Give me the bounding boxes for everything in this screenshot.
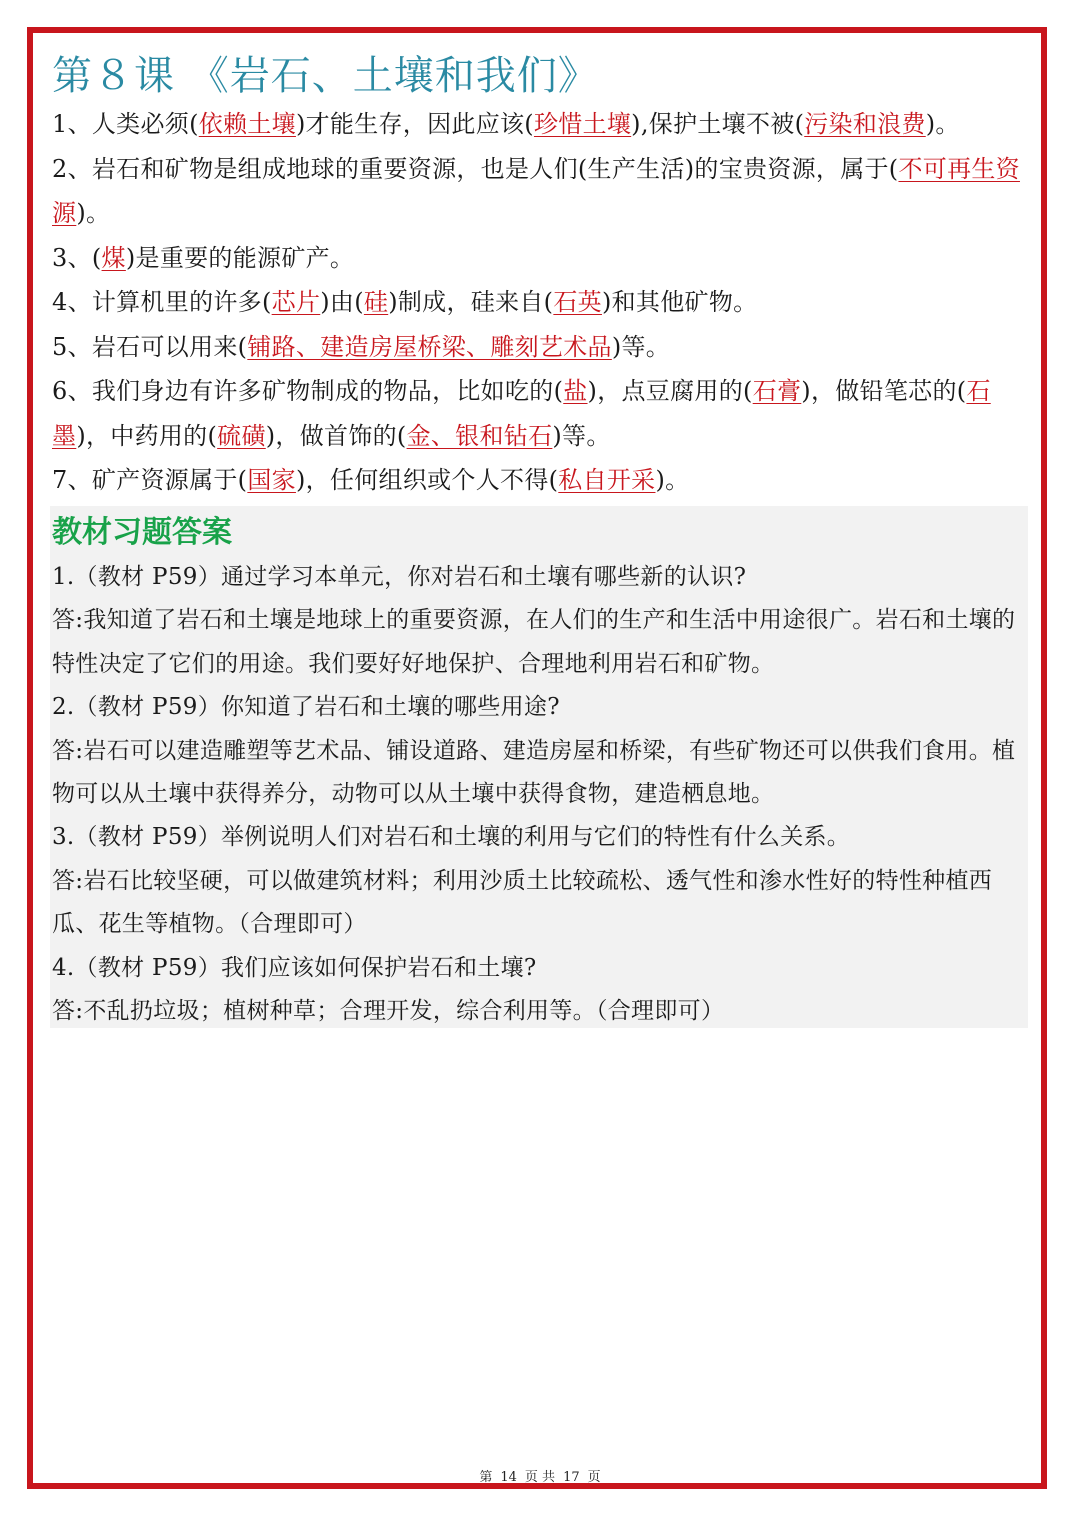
point-item (52, 236, 1032, 281)
point-text: )。 (925, 110, 960, 138)
point-text: )和其他矿物。 (601, 288, 758, 316)
fill-in-answer: 盐 (563, 377, 588, 405)
point-item (52, 102, 1032, 147)
lesson-title: 第８课 《岩石、土壤和我们》 (52, 53, 599, 99)
fill-in-answer: 不可再生资源 (52, 154, 1020, 227)
qa-list (50, 556, 1028, 1033)
footer-middle: 页 共 (524, 1470, 556, 1485)
fill-in-answer: 金、银和钻石 (406, 421, 553, 450)
footer-prefix: 第 (479, 1470, 493, 1485)
point-item (52, 458, 1032, 503)
textbook-answers-panel (50, 506, 1028, 1028)
exercise-question: 2.（教材 P59）你知道了岩石和土壤的哪些用途? (52, 694, 560, 721)
point-text: 6、我们身边有许多矿物制成的物品，比如吃的( (52, 377, 564, 405)
point-text: )才能生存，因此应该( (295, 110, 534, 138)
fill-in-answer: 硫磺 (217, 421, 266, 450)
exercise-question: 1.（教材 P59）通过学习本单元，你对岩石和土壤有哪些新的认识? (52, 564, 747, 590)
fill-in-answer: 石膏 (752, 377, 802, 405)
exercise-question: 3.（教材 P59）举例说明人们对岩石和土壤的利用与它们的特性有什么关系。 (52, 824, 851, 851)
exercise-answer: 答:岩石可以建造雕塑等艺术品、铺设道路、建造房屋和桥梁，有些矿物还可以供我们食用。植物可以从土壤中获得养分，动物可以从土壤中获得食物，建造栖息地。 (52, 737, 1016, 808)
point-text: )，中药用的( (76, 421, 218, 450)
page-footer (0, 1466, 1080, 1485)
fill-in-answer: 芯片 (271, 288, 321, 316)
fill-in-answer: 国家 (247, 466, 296, 494)
point-text: )由( (320, 288, 364, 316)
footer-suffix: 页 (587, 1470, 601, 1485)
answers-heading: 教材习题答案 (52, 515, 232, 550)
fill-in-answer: 铺路、建造房屋桥梁、雕刻艺术品 (247, 332, 612, 361)
exercise-answer: 答:岩石比较坚硬，可以做建筑材料；利用沙质土比较疏松、透气性和渗水性好的特性种植西瓜、花生等植物。（合理即可） (52, 867, 993, 938)
fill-in-answer: 依赖土壤 (198, 110, 296, 138)
exercise-answer: 答:不乱扔垃圾；植树种草；合理开发，综合利用等。（合理即可） (52, 998, 725, 1025)
point-text: 4、计算机里的许多( (52, 288, 272, 316)
exercise-answer: 答:我知道了岩石和土壤是地球上的重要资源，在人们的生产和生活中用途很广。岩石和土壤的特性决定了它们的用途。我们要好好地保护、合理地利用岩石和矿物。 (52, 607, 1016, 677)
point-text: )，做铅笔芯的( (801, 377, 967, 405)
point-item (52, 147, 1032, 236)
footer-total-pages: 17 (563, 1470, 580, 1485)
point-text: ),保护土壤不被( (631, 110, 805, 138)
fill-in-answer: 硅 (363, 288, 389, 316)
fill-in-answer: 珍惜土壤 (533, 110, 632, 138)
fill-in-answer: 煤 (101, 243, 126, 272)
point-item (52, 325, 1032, 370)
footer-page-number: 14 (500, 1470, 517, 1485)
point-text: )是重要的能源矿产。 (125, 243, 355, 272)
point-text: )，点豆腐用的( (587, 377, 753, 405)
key-points-list (52, 102, 1032, 503)
exercise-question: 4.（教材 P59）我们应该如何保护岩石和土壤? (52, 954, 537, 981)
point-text: 2、岩石和矿物是组成地球的重要资源，也是人们(生产生活)的宝贵资源，属于( (52, 154, 899, 183)
point-text: )等。 (552, 421, 611, 450)
point-text: )。 (76, 199, 111, 227)
fill-in-answer: 私自开采 (558, 466, 656, 494)
point-text: 7、矿产资源属于( (52, 466, 248, 494)
fill-in-answer: 石英 (553, 288, 602, 316)
point-text: )制成，硅来自( (388, 288, 554, 316)
fill-in-answer: 污染和浪费 (804, 110, 926, 138)
point-item (52, 280, 1032, 325)
point-text: )，任何组织或个人不得( (295, 466, 559, 494)
point-text: )。 (655, 466, 690, 494)
fill-in-answer: 石墨 (52, 377, 991, 450)
point-text: )等。 (611, 332, 671, 361)
point-text: 1、人类必须( (52, 110, 199, 138)
point-text: 5、岩石可以用来( (52, 332, 248, 361)
point-item (52, 369, 1032, 458)
point-text: 3、( (52, 243, 102, 272)
point-text: )，做首饰的( (265, 421, 407, 450)
